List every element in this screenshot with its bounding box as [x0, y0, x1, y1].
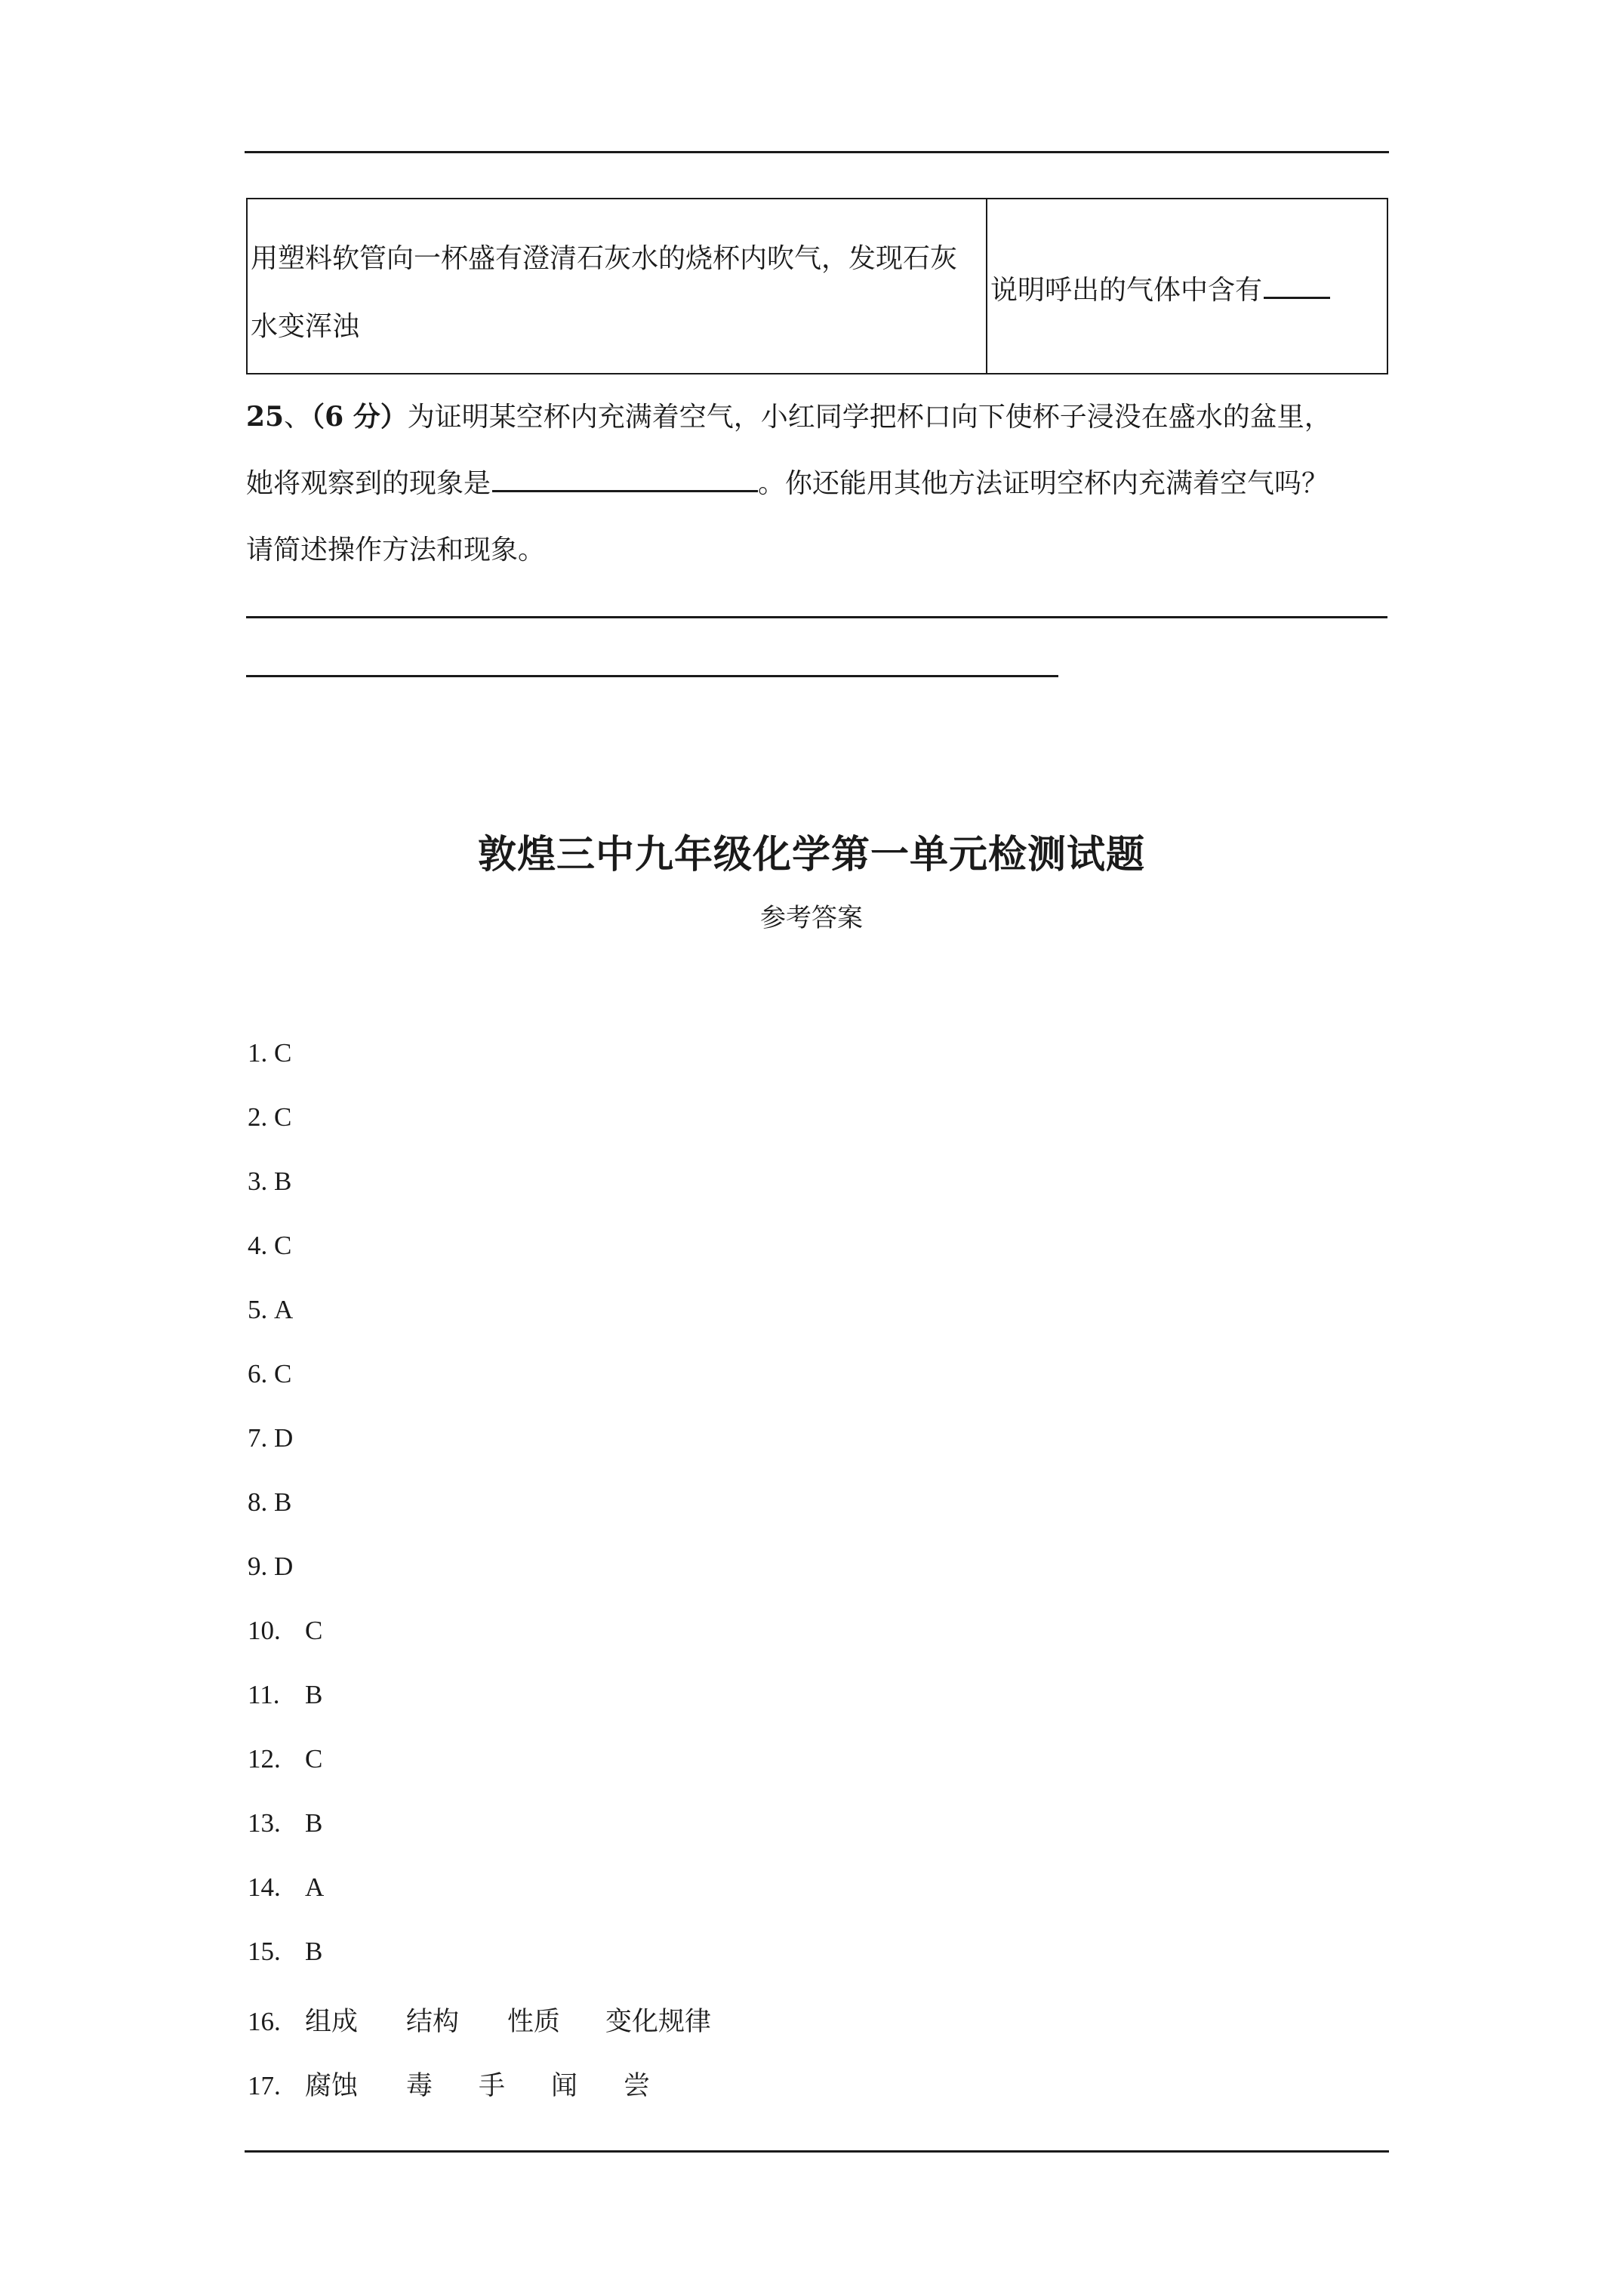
question-separator: 、	[284, 402, 312, 433]
table-conclusion-text: 说明呼出的气体中含有	[990, 275, 1263, 306]
answer-item-17: 17. 腐蚀 毒 手 闻 尝	[248, 2071, 651, 2100]
answer-item: 7. D	[248, 1423, 294, 1453]
answer-item: 8. B	[248, 1487, 292, 1517]
question-text: 她将观察到的现象是	[246, 468, 491, 499]
question-text: 为证明某空杯内充满着空气，小红同学把杯口向下使杯子浸没在盛水的盆里，	[407, 402, 1332, 433]
answer-item: 12. C	[248, 1744, 323, 1774]
table-operation-line-2: 水变浑浊	[251, 311, 360, 342]
answer-key-title: 敦煌三中九年级化学第一单元检测试题	[477, 832, 1145, 877]
answer-item-16: 16. 组成 结构 性质 变化规律	[248, 2007, 712, 2036]
table-cell-operation	[248, 199, 987, 373]
answer-item: 3. B	[248, 1166, 292, 1196]
fill-blank[interactable]	[492, 489, 758, 492]
answer-item: 13. B	[248, 1808, 323, 1838]
table-operation-line-1: 用塑料软管向一杯盛有澄清石灰水的烧杯内吹气，发现石灰	[251, 243, 958, 274]
question-25-line-1	[246, 396, 1332, 434]
answer-item: 6. C	[248, 1359, 292, 1388]
table-cell-conclusion	[987, 199, 1387, 373]
answer-item: 14. A	[248, 1872, 325, 1902]
question-text: 。你还能用其他方法证明空杯内充满着空气吗？	[758, 468, 1329, 499]
answer-item: 4. C	[248, 1231, 292, 1260]
answer-item: 1. C	[248, 1038, 292, 1068]
answer-line[interactable]	[246, 616, 1387, 618]
footer-rule	[245, 2150, 1389, 2153]
answer-item: 9. D	[248, 1552, 294, 1581]
header-rule	[245, 151, 1389, 153]
fill-blank[interactable]	[1264, 296, 1330, 299]
experiment-table	[246, 198, 1388, 374]
question-25-line-3: 请简述操作方法和现象。	[246, 535, 546, 566]
answer-line[interactable]	[246, 675, 1058, 677]
answer-item: 11. B	[248, 1680, 323, 1709]
question-25-line-2	[246, 462, 1329, 501]
answer-item: 2. C	[248, 1102, 292, 1132]
answer-item: 5. A	[248, 1295, 294, 1324]
answer-item: 15. B	[248, 1937, 323, 1966]
question-score: （6 分）	[311, 401, 408, 433]
answer-key-subtitle: 参考答案	[760, 903, 863, 933]
answer-item: 10. C	[248, 1616, 323, 1645]
table-conclusion-line	[990, 269, 1330, 307]
question-number: 25	[246, 401, 285, 433]
